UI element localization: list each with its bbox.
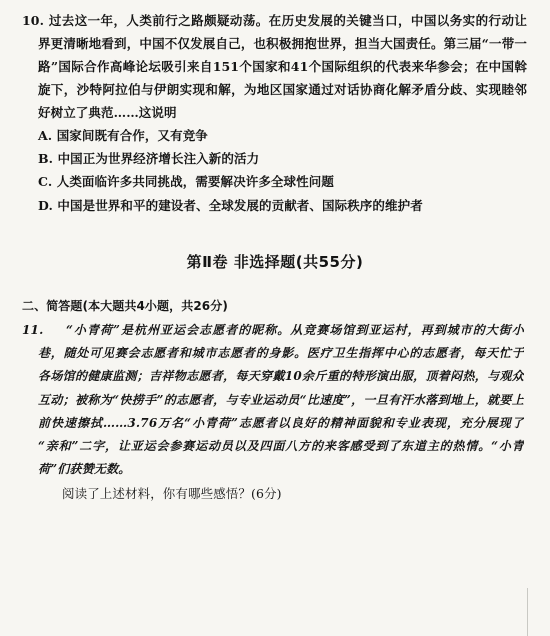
volume-heading: 第Ⅱ卷 非选择题(共55分) <box>186 253 364 271</box>
question-11-passage-line: 各场馆的健康监测；吉祥物志愿者，每天穿戴10余斤重的特形演出服，顶着闷热，与观众 <box>38 369 524 383</box>
question-11-passage-line: “亲和”二字，让亚运会参赛运动员以及四面八方的来客感受到了东道主的热情。“小青 <box>38 439 524 453</box>
question-11-passage-line: 前快速擦拭……3.76万名“小青荷”志愿者以良好的精神面貌和专业表现，充分展现了 <box>38 416 524 430</box>
scan-edge-line <box>527 588 528 636</box>
question-11-prompt: 阅读了上述材料，你有哪些感悟？(6分) <box>62 486 282 501</box>
question-10-option-b: B. 中国正为世界经济增长注入新的活力 <box>38 151 260 166</box>
question-11-passage-line: “小青荷”是杭州亚运会志愿者的昵称。从竞赛场馆到亚运村，再到城市的大街小 <box>66 323 524 337</box>
question-10-stem-line: 界更清晰地看到，中国不仅发展自己，也积极拥抱世界，担当大国责任。第三届“一带一 <box>38 36 527 51</box>
question-10-option-c: C. 人类面临许多共同挑战，需要解决许多全球性问题 <box>38 174 334 189</box>
section-title: 二、简答题(本大题共4小题，共26分) <box>22 299 228 313</box>
question-11-number: 11. <box>22 323 44 337</box>
question-11-passage-line: 荷”们获赞无数。 <box>38 462 131 476</box>
question-10-stem-line: 旋下，沙特阿拉伯与伊朗实现和解，为地区国家通过对话协商化解矛盾分歧、实现睦邻 <box>38 82 527 97</box>
question-10-option-a: A. 国家间既有合作，又有竞争 <box>38 128 208 143</box>
question-10-stem-line: 10. 过去这一年，人类前行之路颇疑动荡。在历史发展的关键当口，中国以务实的行动让 <box>22 13 527 28</box>
question-10-stem-line: 路”国际合作高峰论坛吸引来自151个国家和41个国际组织的代表来华参会；在中国斡 <box>38 59 527 74</box>
question-11-passage-line: 巷，随处可见赛会志愿者和城市志愿者的身影。医疗卫生指挥中心的志愿者，每天忙于 <box>38 346 524 360</box>
question-11-passage-line: 互动；被称为“快捞手”的志愿者，与专业运动员“比速度”，一旦有汗水落到地上，就要上 <box>38 393 524 407</box>
question-10-option-d: D. 中国是世界和平的建设者、全球发展的贡献者、国际秩序的维护者 <box>38 198 423 213</box>
question-10-stem-line: 好树立了典范……这说明 <box>38 105 177 120</box>
